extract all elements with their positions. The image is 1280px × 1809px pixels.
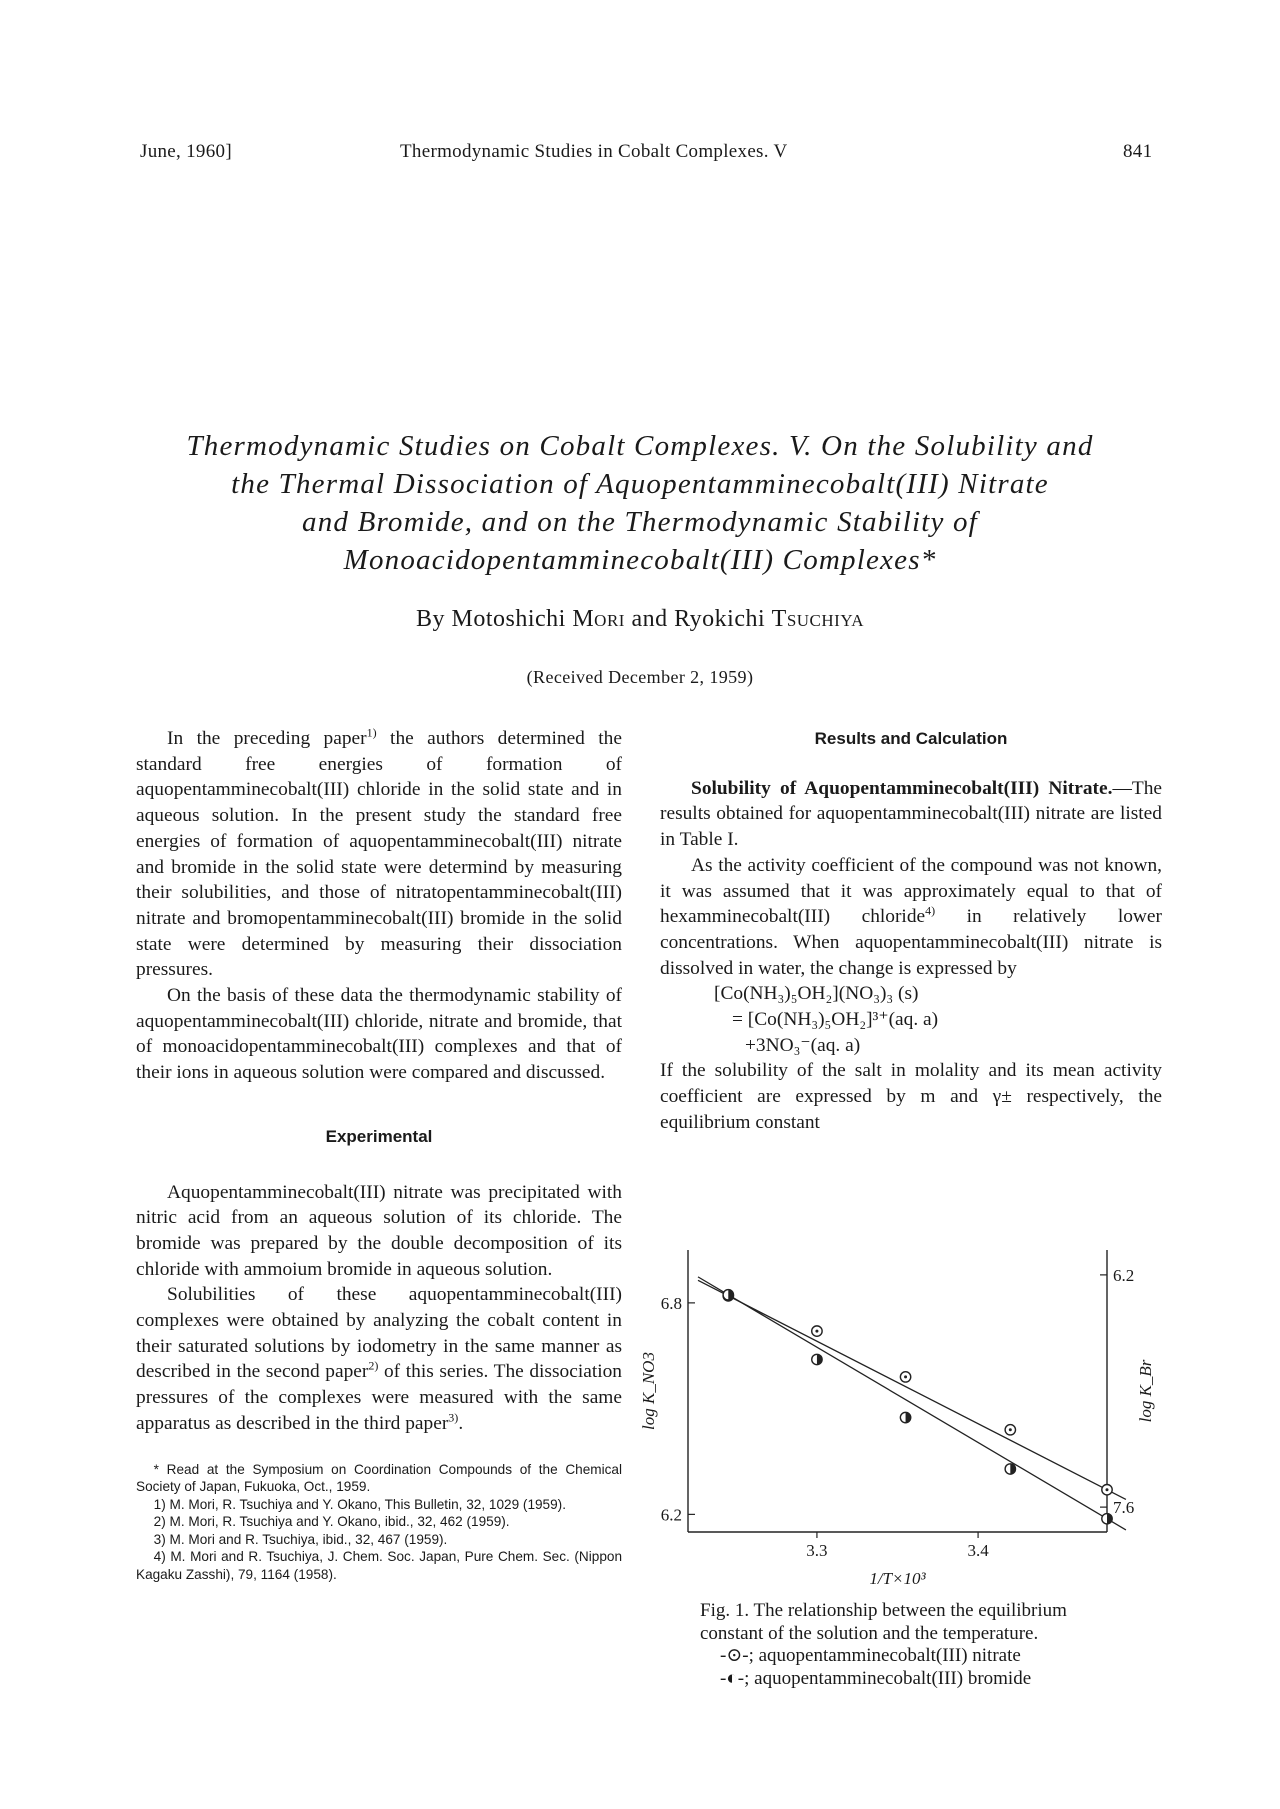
nitrate-data-point (900, 1372, 910, 1382)
nitrate-data-point (1102, 1485, 1112, 1495)
author-2-surname: Tsuchiya (771, 606, 864, 632)
bromide-data-point (1102, 1514, 1112, 1524)
authors-and: and Ryokichi (631, 606, 766, 632)
intro-paragraph-1: In the preceding paper$^{1)}$ the authors determined the standard free energies of formation of aquopentamminecobalt(III) chloride in the solid state and in aqueous solution. In the present study the standard free energies of formation of aquopentamminecobalt(III) nitrate and bromide in the solid state were determind by measuring their solubilities, and those of nitratopentamminecobalt(III) nitrate and bromopentamminecobalt(III) bromide in the solid state were determined by measuring their dissociation pressures. (136, 725, 622, 981)
equation-line-3: +3NO₃⁻(aq. a) (745, 1034, 861, 1056)
bromide-data-point (900, 1412, 910, 1422)
footnote-4: 4) M. Mori and R. Tsuchiya, J. Chem. Soc. Japan, Pure Chem. Sec. (Nippon Kagaku Zasshi), 79, 1164 (1958). (136, 1549, 622, 1582)
bromide-data-point (1005, 1464, 1015, 1474)
marker-dot (904, 1375, 907, 1378)
reference-mark: 1) (366, 725, 377, 740)
series-line-bromide (698, 1277, 1126, 1530)
title-line-3: and Bromide, and on the Thermodynamic Stability of (302, 506, 978, 538)
marker-dot (1106, 1488, 1109, 1491)
y-left-tick-label: 6.2 (660, 1505, 682, 1525)
solubility-subheading: Solubility of Aquopentamminecobalt(III) Nitrate. (691, 777, 1113, 799)
caption-label: Fig. 1. (700, 1600, 750, 1621)
nitrate-data-point (812, 1326, 822, 1336)
x-axis-label: 1/T×10³ (869, 1569, 926, 1588)
half-filled-circle-icon: -◐-; (720, 1667, 750, 1689)
figure-1-chart (632, 1230, 1172, 1588)
reference-mark: 3) (448, 1410, 459, 1425)
footnote-star: * Read at the Symposium on Coordination Compounds of the Chemical Society of Japan, Fukuoka, Oct., 1959. (136, 1461, 622, 1495)
bromide-data-point (812, 1354, 822, 1364)
experimental-paragraph-1: Aquopentamminecobalt(III) nitrate was precipitated with nitric acid from an aqueous solution of its chloride. The bromide was prepared by the double decomposition of its chloride with ammoium bromide in aqueous solution. (136, 1181, 622, 1280)
reference-mark: 4) (925, 903, 936, 918)
y-left-axis-label: log K_NO3 (639, 1352, 658, 1430)
received-date: (Received December 2, 1959) (526, 667, 754, 687)
dotted-circle-icon: -⊙-; (720, 1645, 754, 1666)
results-heading: Results and Calculation (814, 729, 1008, 748)
left-column (136, 726, 622, 1583)
y-right-tick-label: 7.6 (1113, 1498, 1135, 1518)
footnotes (136, 1461, 622, 1584)
marker-dot (815, 1330, 818, 1333)
footnote-3: 3) M. Mori and R. Tsuchiya, ibid., 32, 467 (1959). (153, 1531, 448, 1547)
x-tick-label: 3.4 (967, 1541, 989, 1560)
author-1-surname: Mori (572, 606, 625, 632)
y-right-axis-label: log K_Br (1136, 1359, 1155, 1423)
caption-text: Fig. 1. The relationship between the equilibrium constant of the solution and the temperature. (700, 1600, 1067, 1644)
equation-line-1: [Co(NH₃)₅OH₂](NO₃)₃ (s) (714, 983, 919, 1005)
y-left-tick-label: 6.8 (660, 1293, 682, 1313)
authors-by: By Motoshichi (416, 606, 566, 632)
equation-line-2: = [Co(NH₃)₅OH₂]³⁺(aq. a) (732, 1009, 939, 1031)
right-column (660, 726, 1162, 1136)
reference-mark: 2) (368, 1359, 379, 1373)
results-paragraph-2: As the activity coefficient of the compound was not known, it was assumed that it was approximately equal to that of hexamminecobalt(III) chloride$^{4)}$ in relatively lower concentrations. When aquopentamminecobalt(III) nitrate is dissolved in water, the change is expressed by (660, 854, 1162, 979)
legend-row-bromide: -◐-; aquopentamminecobalt(III) bromide (720, 1667, 1032, 1689)
x-tick-label: 3.3 (806, 1541, 828, 1560)
experimental-paragraph-2: Solubilities of these aquopentamminecobalt(III) complexes were obtained by analyzing the cobalt content in their saturated solutions by iodometry in the same manner as described in the second paper$^{2)}$ of this series. The dissociation pressures of the complexes were measured with the same apparatus as described in the third paper$^{3)}$. (136, 1284, 622, 1434)
bromide-data-point (723, 1290, 733, 1300)
running-head-title: Thermodynamic Studies in Cobalt Complexes. V (400, 141, 788, 162)
title-line-1: Thermodynamic Studies on Cobalt Complexes. V. On the Solubility and (186, 430, 1094, 462)
footnote-2: 2) M. Mori, R. Tsuchiya and Y. Okano, ibid., 32, 462 (1959). (153, 1514, 510, 1530)
running-head-date: June, 1960] (140, 141, 232, 162)
y-right-tick-label: 6.2 (1113, 1265, 1135, 1285)
intro-paragraph-2: On the basis of these data the thermodynamic stability of aquopentamminecobalt(III) chloride, nitrate and bromide, that of monoacidopentamminecobalt(III) complexes and that of their ions in aqueous solution were compared and discussed. (136, 985, 622, 1084)
results-paragraph-3: If the solubility of the salt in molality and its mean activity coefficient are expressed by m and γ± respectively, the equilibrium constant (660, 1060, 1162, 1133)
figure-caption (700, 1600, 1130, 1690)
legend-row-nitrate: -⊙-; aquopentamminecobalt(III) nitrate (720, 1645, 1021, 1666)
series-line-nitrate (698, 1280, 1126, 1499)
experimental-heading: Experimental (325, 1126, 433, 1146)
title-line-4: Monoacidopentamminecobalt(III) Complexes* (343, 544, 937, 576)
footnote-1: 1) M. Mori, R. Tsuchiya and Y. Okano, This Bulletin, 32, 1029 (1959). (153, 1496, 566, 1512)
nitrate-data-point (1005, 1425, 1015, 1435)
title-line-2: the Thermal Dissociation of Aquopentamminecobalt(III) Nitrate (231, 468, 1049, 500)
author-line (0, 606, 1280, 633)
page-number: 841 (1123, 141, 1153, 162)
results-paragraph-1: Solubility of Aquopentamminecobalt(III) Nitrate.—The results obtained for aquopentamminecobalt(III) nitrate are listed in Table I. (660, 777, 1162, 851)
marker-dot (1009, 1428, 1012, 1431)
